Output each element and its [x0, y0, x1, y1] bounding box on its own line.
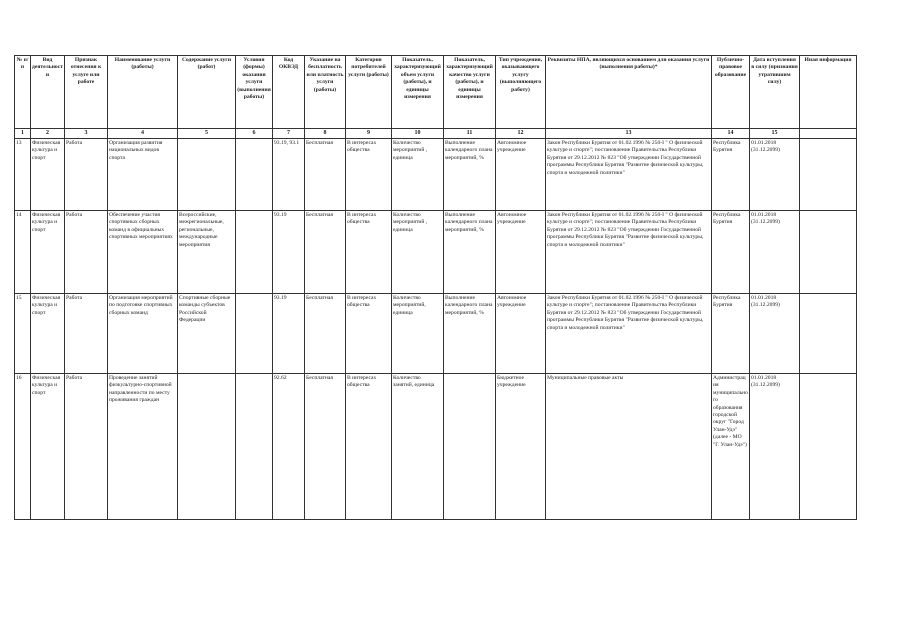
table-row [15, 211, 857, 294]
cell-num: 16 [15, 374, 31, 520]
column-number-cell: 3 [65, 129, 108, 139]
cell-category: В интересах общества [346, 211, 392, 294]
cell-quality: Выполнение календарного плана мероприятий, % [444, 211, 496, 294]
cell-activity: Физическая культура и спорт [31, 294, 65, 374]
cell-date: 01.01.2018 (31.12.2099) [750, 139, 800, 211]
column-number-cell [800, 129, 857, 139]
cell-activity: Физическая культура и спорт [31, 374, 65, 520]
column-number-cell: 8 [305, 129, 346, 139]
column-number-cell: 14 [712, 129, 750, 139]
column-number-cell: 9 [346, 129, 392, 139]
cell-category: В интересах общества [346, 139, 392, 211]
column-number-cell: 12 [496, 129, 546, 139]
header-cell-okved: Код ОКВЭД [273, 56, 305, 129]
cell-content: Всероссийские, межрегиональные, региональные, международные мероприятия [178, 211, 236, 294]
cell-other [800, 211, 857, 294]
cell-category: В интересах общества [346, 374, 392, 520]
cell-content: Спортивные сборные команды субъектов Российской Федерации [178, 294, 236, 374]
cell-conditions [236, 374, 273, 520]
header-cell-entity: Публично-правовое образование [712, 56, 750, 129]
cell-content [178, 374, 236, 520]
services-register-sheet [14, 55, 856, 520]
column-number-cell: 1 [15, 129, 31, 139]
cell-entity: Республика Бурятия [712, 294, 750, 374]
cell-other [800, 139, 857, 211]
cell-sign: Работа [65, 374, 108, 520]
cell-other [800, 374, 857, 520]
cell-volume: Количество мероприятий , единица [392, 211, 444, 294]
cell-inst-type: Автономное учреждение [496, 211, 546, 294]
cell-name: Проведение занятий физкультурно-спортивной направленности по месту проживания граждан [108, 374, 178, 520]
cell-volume: Количество мероприятий, единица [392, 294, 444, 374]
cell-conditions [236, 139, 273, 211]
header-cell-quality: Показатель, характеризующий качество услуги (работы), и единицы измерения [444, 56, 496, 129]
cell-entity: Администрация муниципального образования городской округ "Город Улан-Удэ" (далее - МО "Г. Улан-Удэ") [712, 374, 750, 520]
cell-date: 01.01.2018 (31.12.2099) [750, 211, 800, 294]
header-cell-category: Категория потребителей услуги (работы) [346, 56, 392, 129]
cell-num: 15 [15, 294, 31, 374]
cell-date: 01.01.2018 (31.12.2099) [750, 294, 800, 374]
cell-name: Организация развития национальных видов спорта [108, 139, 178, 211]
cell-sign: Работа [65, 211, 108, 294]
cell-activity: Физическая культура и спорт [31, 139, 65, 211]
column-number-cell: 13 [546, 129, 712, 139]
cell-inst-type: Автономное учреждение [496, 139, 546, 211]
cell-okved: 93.19 [273, 211, 305, 294]
header-row [15, 56, 857, 129]
header-cell-num: № п/п [15, 56, 31, 129]
column-number-cell: 15 [750, 129, 800, 139]
header-cell-inst-type: Тип учреждения, оказывающего услугу (выполняющего работу) [496, 56, 546, 129]
header-cell-volume: Показатель, характеризующий объем услуги (работы), и единицы измерения [392, 56, 444, 129]
cell-okved: 93.19, 93.1 [273, 139, 305, 211]
cell-content [178, 139, 236, 211]
column-number-cell: 5 [178, 129, 236, 139]
column-number-cell: 2 [31, 129, 65, 139]
cell-okved: 93.19 [273, 294, 305, 374]
cell-sign: Работа [65, 294, 108, 374]
services-register-table [14, 55, 857, 520]
header-cell-name: Наименование услуги (работы) [108, 56, 178, 129]
header-cell-npa: Реквизиты НПА, являющихся основанием для оказания услуги (выполнения работы)* [546, 56, 712, 129]
cell-name: Обеспечение участия спортивных сборных команд в официальных спортивных мероприятиях [108, 211, 178, 294]
cell-num: 13 [15, 139, 31, 211]
header-cell-fee: Указание на бесплатность или платность услуги (работы) [305, 56, 346, 129]
cell-category: В интересах общества [346, 294, 392, 374]
cell-entity: Республика Бурятия [712, 139, 750, 211]
column-number-cell: 4 [108, 129, 178, 139]
cell-npa: Закон Республики Бурятия от 01.02.1996 № 250-I " О физической культуре и спорте"; постановление Правительства Республики Бурятия от 29.12.2012 № 823 "Об утверждении Государственной программы Республики Бурятия "Развитие физической культуры, спорта и молодежной политики" [546, 211, 712, 294]
header-cell-conditions: Условия (формы) оказания услуги (выполнения работы) [236, 56, 273, 129]
cell-name: Организация мероприятий по подготовке спортивных сборных команд [108, 294, 178, 374]
column-number-row [15, 129, 857, 139]
cell-conditions [236, 294, 273, 374]
cell-okved: 92.62 [273, 374, 305, 520]
cell-conditions [236, 211, 273, 294]
cell-fee: Бесплатная [305, 374, 346, 520]
cell-sign: Работа [65, 139, 108, 211]
column-number-cell: 10 [392, 129, 444, 139]
header-cell-content: Содержание услуги (работ) [178, 56, 236, 129]
column-number-cell: 6 [236, 129, 273, 139]
cell-date: 01.01.2018 (31.12.2099) [750, 374, 800, 520]
cell-fee: Бесплатная [305, 211, 346, 294]
cell-quality [444, 374, 496, 520]
cell-npa: Закон Республики Бурятия от 01.02.1996 № 250-I " О физической культуре и спорте"; постановление Правительства Республики Бурятия от 29.12.2012 № 823 "Об утверждении Государственной программы Республики Бурятия "Развитие физической культуры, спорта и молодежной политики" [546, 294, 712, 374]
cell-num: 14 [15, 211, 31, 294]
cell-inst-type: Бюджетное учреждение [496, 374, 546, 520]
cell-volume: Количество занятий, единица [392, 374, 444, 520]
cell-npa: Муниципальные правовые акты [546, 374, 712, 520]
cell-quality: Выполнение календарного плана мероприятий, % [444, 294, 496, 374]
table-row [15, 294, 857, 374]
cell-inst-type: Автономное учреждение [496, 294, 546, 374]
cell-activity: Физическая культура и спорт [31, 211, 65, 294]
cell-entity: Республика Бурятия [712, 211, 750, 294]
table-row [15, 139, 857, 211]
cell-volume: Количество мероприятий , единица [392, 139, 444, 211]
header-cell-activity: Вид деятельности [31, 56, 65, 129]
cell-npa: Закон Республики Бурятия от 01.02.1996 № 250-I " О физической культуре и спорте"; постановление Правительства Республики Бурятия от 29.12.2012 № 823 "Об утверждении Государственной программы Республики Бурятия "Развитие физической культуры, спорта и молодежной политики" [546, 139, 712, 211]
header-cell-other: Иная информация [800, 56, 857, 129]
cell-fee: Бесплатная [305, 294, 346, 374]
cell-fee: Бесплатная [305, 139, 346, 211]
cell-quality: Выполнение календарного плана мероприятий, % [444, 139, 496, 211]
table-row [15, 374, 857, 520]
header-cell-sign: Признак отнесения к услуге или работе [65, 56, 108, 129]
column-number-cell: 11 [444, 129, 496, 139]
column-number-cell: 7 [273, 129, 305, 139]
header-cell-date: Дата вступления в силу (признания утратившим силу) [750, 56, 800, 129]
cell-other [800, 294, 857, 374]
